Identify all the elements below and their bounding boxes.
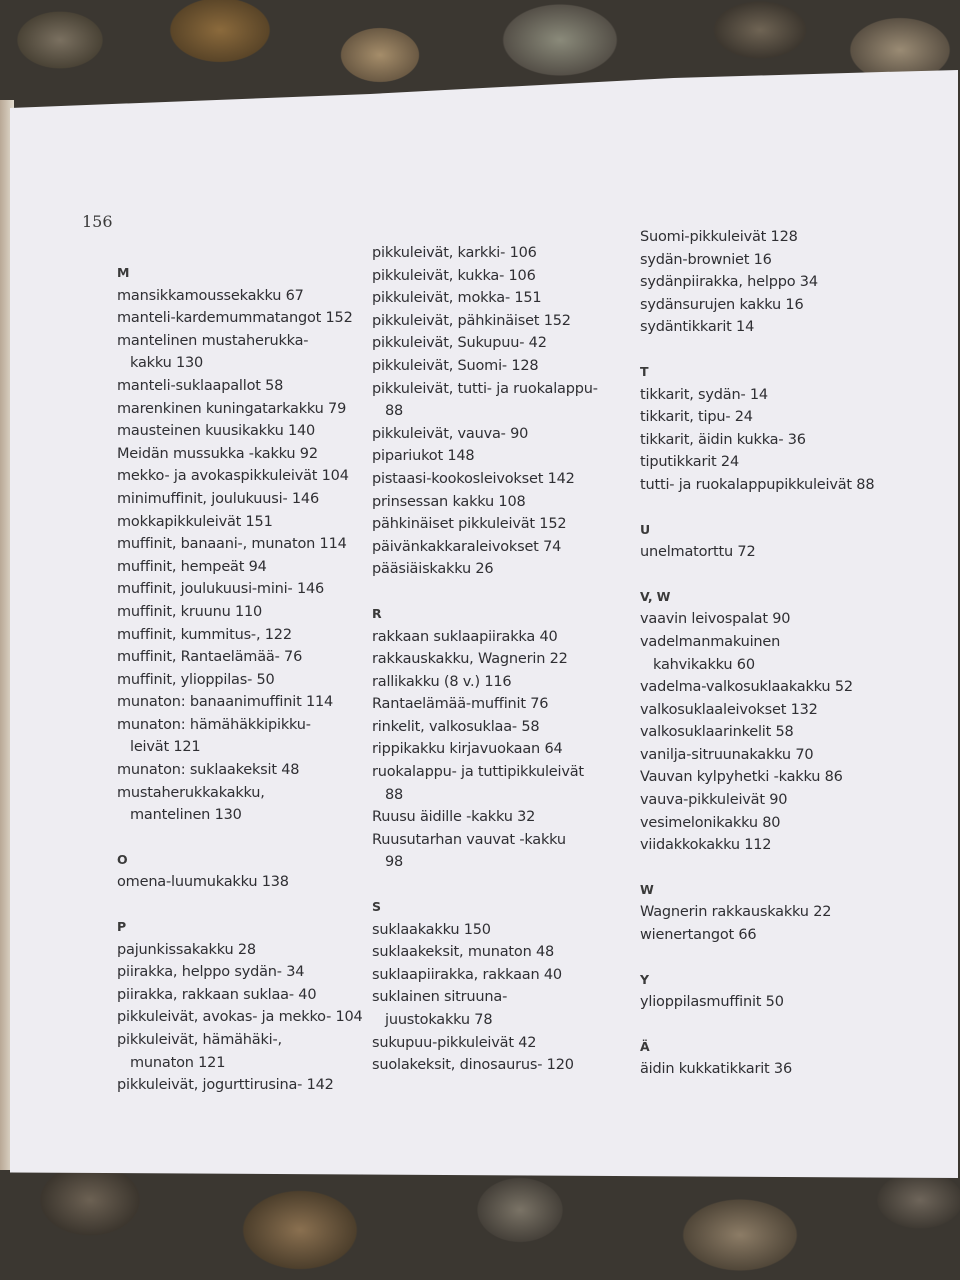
index-entry-continuation: kahvikakku 60	[653, 656, 755, 673]
index-entry: suklainen sitruuna-	[372, 989, 508, 1006]
index-entry: sydäntikkarit 14	[640, 319, 755, 336]
index-entry: munaton: hämähäkkipikku-	[117, 716, 311, 733]
index-entry: sydänpiirakka, helppo 34	[640, 274, 818, 291]
index-entry: wienertangot 66	[640, 927, 757, 944]
index-letter-heading: M	[117, 265, 130, 280]
index-entry: Ruusu äidille -kakku 32	[372, 809, 536, 826]
index-entry: Vauvan kylpyhetki -kakku 86	[640, 769, 843, 786]
index-entry: pikkuleivät, karkki- 106	[372, 245, 537, 261]
index-entry: rippikakku kirjavuokaan 64	[372, 741, 563, 758]
index-entry: pikkuleivät, mokka- 151	[372, 290, 542, 307]
index-entry: pikkuleivät, vauva- 90	[372, 425, 529, 442]
index-entry: valkosuklaaleivokset 132	[640, 701, 818, 718]
index-entry: pikkuleivät, jogurttirusina- 142	[117, 1077, 334, 1094]
index-letter-heading: W	[640, 881, 654, 897]
index-entry: pikkuleivät, Suomi- 128	[372, 357, 539, 374]
section-gap	[640, 857, 915, 879]
index-column-1	[117, 262, 362, 1097]
index-entry-continuation: mantelinen 130	[130, 807, 242, 824]
index-entry: muffinit, kruunu 110	[117, 603, 263, 620]
index-entry: pikkuleivät, avokas- ja mekko- 104	[117, 1009, 363, 1026]
index-letter-heading: R	[372, 605, 382, 621]
index-entry: suolakeksit, dinosaurus- 120	[372, 1057, 574, 1074]
index-entry: sukupuu-pikkuleivät 42	[372, 1034, 537, 1051]
index-entry: vadelmanmakuinen	[640, 633, 781, 650]
section-gap	[372, 874, 630, 896]
index-entry: tutti- ja ruokalappupikkuleivät 88	[640, 476, 875, 493]
index-entry: suklaakeksit, munaton 48	[372, 944, 555, 961]
index-entry: suklaapiirakka, rakkaan 40	[372, 966, 562, 983]
index-entry: minimuffinit, joulukuusi- 146	[117, 490, 319, 507]
index-entry: vesimelonikakku 80	[640, 814, 781, 831]
index-entry: sydänsurujen kakku 16	[640, 296, 804, 313]
index-entry: unelmatorttu 72	[640, 544, 756, 561]
index-column-3	[640, 226, 915, 1081]
index-entry: mustaherukkakakku,	[117, 784, 265, 801]
index-entry-continuation: 88	[385, 786, 404, 803]
index-letter-heading: S	[372, 899, 381, 915]
index-entry: pipariukot 148	[372, 448, 475, 465]
index-entry: mokkapikkuleivät 151	[117, 513, 273, 530]
index-entry: tiputikkarit 24	[640, 454, 739, 471]
index-entry: Suomi-pikkuleivät 128	[640, 229, 798, 245]
index-entry: mansikkamoussekakku 67	[117, 287, 304, 304]
index-entry: ylioppilasmuffinit 50	[640, 994, 784, 1011]
index-entry-continuation: munaton 121	[130, 1054, 226, 1071]
index-entry: rakkaan suklaapiirakka 40	[372, 628, 558, 645]
index-entry: rakkauskakku, Wagnerin 22	[372, 651, 568, 668]
index-letter-heading: V, W	[640, 588, 671, 604]
index-entry: Meidän mussukka -kakku 92	[117, 445, 318, 462]
index-entry: tikkarit, tipu- 24	[640, 409, 753, 426]
section-gap	[117, 894, 362, 916]
index-entry-continuation: 98	[385, 854, 404, 871]
section-gap	[640, 564, 915, 586]
index-entry: pikkuleivät, pähkinäiset 152	[372, 312, 571, 329]
index-entry-continuation: kakku 130	[130, 355, 204, 372]
index-entry: pajunkissakakku 28	[117, 941, 256, 958]
index-entry: äidin kukkatikkarit 36	[640, 1061, 792, 1078]
index-entry: muffinit, kummitus-, 122	[117, 626, 292, 643]
index-entry: pikkuleivät, Sukupuu- 42	[372, 335, 547, 352]
index-entry: rinkelit, valkosuklaa- 58	[372, 718, 540, 735]
index-letter-heading: Y	[640, 971, 649, 987]
section-gap	[372, 581, 630, 603]
index-entry: ruokalappu- ja tuttipikkuleivät	[372, 764, 584, 781]
index-entry: muffinit, joulukuusi-mini- 146	[117, 581, 325, 598]
index-entry: munaton: banaanimuffinit 114	[117, 694, 334, 711]
section-gap	[640, 497, 915, 519]
index-entry: manteli-suklaapallot 58	[117, 377, 284, 394]
index-entry-continuation: leivät 121	[130, 739, 201, 756]
section-gap	[640, 1014, 915, 1036]
index-entry: Wagnerin rakkauskakku 22	[640, 904, 832, 921]
index-entry: muffinit, ylioppilas- 50	[117, 671, 275, 688]
index-entry: piirakka, helppo sydän- 34	[117, 964, 305, 981]
index-entry: mausteinen kuusikakku 140	[117, 423, 316, 440]
section-gap	[117, 827, 362, 849]
index-entry: Rantaelämää-muffinit 76	[372, 696, 549, 713]
index-entry: vaavin leivospalat 90	[640, 611, 791, 628]
index-entry: päivänkakkaraleivokset 74	[372, 538, 562, 555]
index-entry: vanilja-sitruunakakku 70	[640, 746, 814, 763]
index-letter-heading: P	[117, 919, 126, 935]
section-gap	[640, 339, 915, 361]
index-entry: marenkinen kuningatarkakku 79	[117, 400, 347, 417]
index-entry: Ruusutarhan vauvat -kakku	[372, 831, 566, 848]
index-entry: muffinit, banaani-, munaton 114	[117, 536, 347, 553]
page-number: 156	[82, 212, 113, 231]
index-entry: mantelinen mustaherukka-	[117, 332, 309, 349]
index-entry: pikkuleivät, tutti- ja ruokalappu-	[372, 380, 598, 397]
index-letter-heading: Ä	[640, 1038, 650, 1054]
index-entry: tikkarit, sydän- 14	[640, 386, 768, 403]
section-gap	[640, 947, 915, 969]
index-entry: vauva-pikkuleivät 90	[640, 792, 788, 809]
index-entry: prinsessan kakku 108	[372, 493, 526, 510]
index-entry: piirakka, rakkaan suklaa- 40	[117, 986, 317, 1003]
index-column-2	[372, 242, 630, 1077]
index-entry-continuation: 88	[385, 403, 404, 420]
index-entry: tikkarit, äidin kukka- 36	[640, 431, 806, 448]
index-entry: pikkuleivät, kukka- 106	[372, 267, 536, 284]
index-letter-heading: O	[117, 851, 128, 867]
index-entry: vadelma-valkosuklaakakku 52	[640, 679, 853, 696]
index-entry: pikkuleivät, hämähäki-,	[117, 1032, 282, 1048]
index-entry: mekko- ja avokaspikkuleivät 104	[117, 468, 349, 485]
index-entry: sydän-browniet 16	[640, 251, 772, 268]
index-entry: valkosuklaarinkelit 58	[640, 724, 794, 741]
index-entry: muffinit, Rantaelämää- 76	[117, 649, 303, 666]
index-entry: viidakkokakku 112	[640, 837, 772, 854]
index-entry-continuation: juustokakku 78	[385, 1012, 493, 1028]
index-entry: pähkinäiset pikkuleivät 152	[372, 516, 567, 533]
index-letter-heading: U	[640, 521, 650, 537]
index-entry: suklaakakku 150	[372, 921, 491, 938]
index-entry: munaton: suklaakeksit 48	[117, 762, 300, 779]
index-entry: manteli-kardemummatangot 152	[117, 310, 353, 327]
index-letter-heading: T	[640, 363, 649, 379]
index-entry: rallikakku (8 v.) 116	[372, 673, 512, 690]
index-entry: muffinit, hempeät 94	[117, 558, 267, 575]
index-entry: pistaasi-kookosleivokset 142	[372, 470, 575, 487]
index-entry: omena-luumukakku 138	[117, 874, 289, 891]
index-entry: pääsiäiskakku 26	[372, 561, 494, 578]
